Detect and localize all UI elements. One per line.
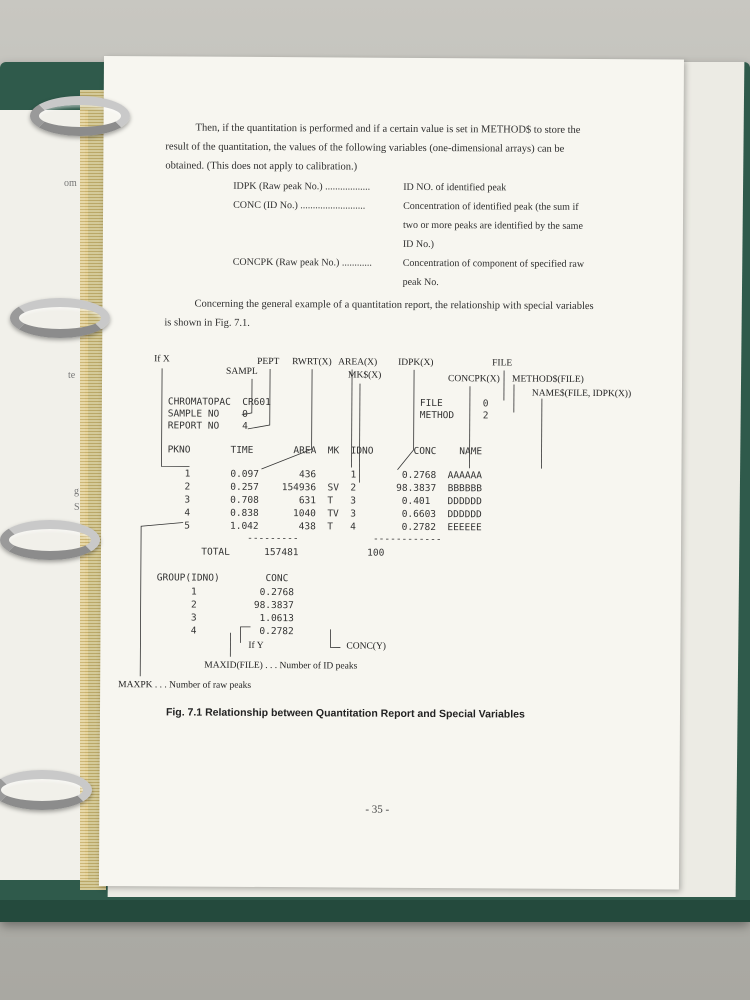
arrow-area xyxy=(351,370,352,468)
left-page-fragment: g xyxy=(74,486,79,497)
report-group-row: 4 0.2782 xyxy=(156,625,294,638)
arrow-idpk xyxy=(397,370,414,470)
definition-desc: two or more peaks are identified by the same xyxy=(402,219,583,232)
left-page-fragment: S xyxy=(74,502,80,513)
report-row: 1 0.097 436 1 0.2768 AAAAAA xyxy=(167,468,483,482)
definition-desc: ID No.) xyxy=(402,238,434,251)
label-if-y: If Y xyxy=(248,640,264,651)
definition-desc: Concentration of identified peak (the sum if xyxy=(403,200,579,213)
label-concpk: CONCPK(X) xyxy=(448,374,500,385)
report-header-line: REPORT NO 4 xyxy=(167,420,248,432)
left-page-fragment: te xyxy=(68,370,76,381)
arrow-pept xyxy=(248,369,270,429)
label-names: NAME$(FILE, IDPK(X)) xyxy=(531,388,632,400)
report-group-row: 2 98.3837 xyxy=(156,599,294,612)
arrow-conc-y xyxy=(330,629,340,647)
page-number: - 35 - xyxy=(365,803,390,816)
label-maxid: MAXID(FILE) . . . Number of ID peaks xyxy=(204,660,358,672)
report-dash-line: --------- ------------ xyxy=(167,532,442,546)
binder-ring xyxy=(0,520,100,560)
concerning-line: Concerning the general example of a quantitation report, the relationship with special variables xyxy=(194,298,594,312)
definition-term: CONCPK (Raw peak No.) ............ xyxy=(232,256,372,269)
arrow-rwrt xyxy=(261,369,312,469)
label-maxpk: MAXPK . . . Number of raw peaks xyxy=(118,680,252,691)
label-methods: METHOD$(FILE) xyxy=(512,374,584,385)
report-header-line: SAMPLE NO 0 xyxy=(167,408,248,420)
definition-term: IDPK (Raw peak No.) .................. xyxy=(233,180,371,193)
report-row: 2 0.257 154936 SV 2 98.3837 BBBBBB xyxy=(167,481,482,495)
label-area: AREA(X) xyxy=(338,357,378,368)
definition-desc: peak No. xyxy=(402,276,439,289)
intro-line: obtained. (This does not apply to calibration.) xyxy=(165,160,358,173)
arrow-maxpk xyxy=(140,522,183,676)
report-group-row: 1 0.2768 xyxy=(156,586,295,599)
definition-desc: ID NO. of identified peak xyxy=(403,181,507,194)
label-if-x: If X xyxy=(154,354,170,365)
definition-desc: Concentration of component of specified raw xyxy=(402,257,585,270)
arrow-concpk xyxy=(469,386,470,468)
figure-caption: Fig. 7.1 Relationship between Quantitation Report and Special Variables xyxy=(165,706,525,721)
label-mks: MK$(X) xyxy=(348,370,382,381)
report-header-line: FILE 0 xyxy=(419,397,489,410)
report-header-line: METHOD 2 xyxy=(419,409,489,422)
arrow-if-y xyxy=(240,627,250,643)
label-sampl: SAMPL xyxy=(226,366,258,377)
report-header-line: CHROMATOPAC CR601 xyxy=(167,396,271,409)
binder-ring xyxy=(10,298,110,338)
left-page-fragment: om xyxy=(64,178,77,189)
binder-ring xyxy=(30,96,130,136)
left-page xyxy=(0,110,88,880)
figure-arrows xyxy=(100,56,684,760)
label-rwrt: RWRT(X) xyxy=(292,357,332,368)
arrow-if-x xyxy=(161,368,190,466)
report-total-line: TOTAL 157481 100 xyxy=(166,546,385,559)
label-file: FILE xyxy=(492,358,513,369)
report-row: 5 1.042 438 T 4 0.2782 EEEEEE xyxy=(167,520,482,534)
report-group-header: GROUP(IDNO) CONC xyxy=(156,572,289,585)
label-pept: PEPT xyxy=(257,356,280,368)
concerning-line: is shown in Fig. 7.1. xyxy=(164,317,250,329)
arrow-mks xyxy=(359,384,360,483)
intro-line: result of the quantitation, the values of the following variables (one-dimensional arrays) can be xyxy=(165,141,565,155)
label-conc-y: CONC(Y) xyxy=(346,641,387,652)
intro-line: Then, if the quantitation is performed and if a certain value is set in METHOD$ to store the xyxy=(195,122,581,136)
label-idpk: IDPK(X) xyxy=(398,357,434,369)
report-group-row: 3 1.0613 xyxy=(156,612,294,625)
arrow-sampl xyxy=(242,379,252,415)
document-page xyxy=(99,56,684,890)
definition-term: CONC (ID No.) .......................... xyxy=(233,199,366,212)
binder-edge xyxy=(0,900,750,922)
report-row: 4 0.838 1040 TV 3 0.6603 DDDDDD xyxy=(167,507,482,521)
report-row: 3 0.708 631 T 3 0.401 DDDDDD xyxy=(167,494,482,508)
report-column-headers: PKNO TIME AREA MK IDNO CONC NAME xyxy=(167,444,483,458)
